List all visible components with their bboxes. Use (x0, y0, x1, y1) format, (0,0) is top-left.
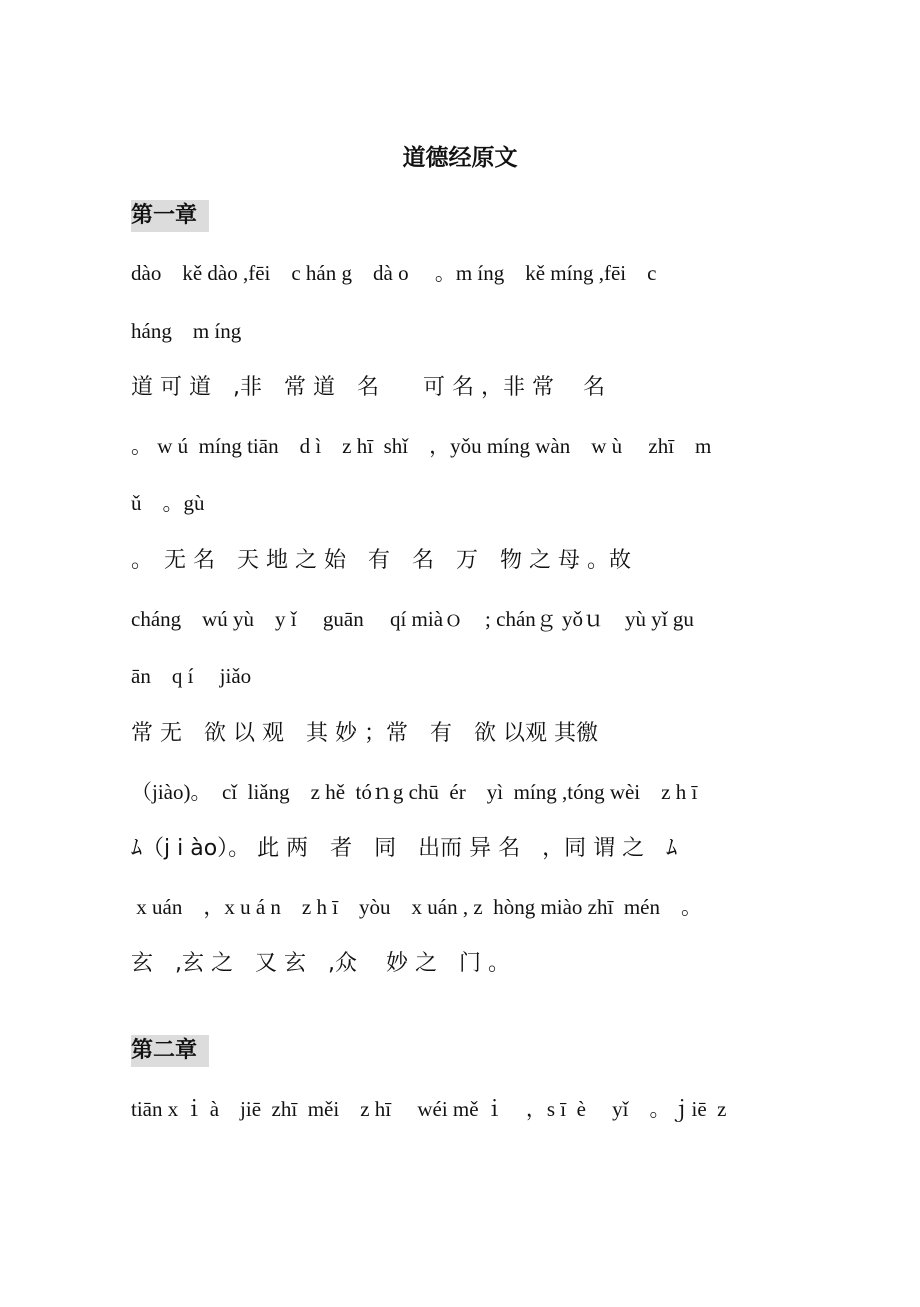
hanzi-line: 。 无 名 天 地 之 始 有 名 万 物 之 母 。故 (131, 548, 631, 573)
pinyin-line: cháng wú yù y ǐ guān qí miàｏ ; chánｇ yǒｕ yù yǐ gu (131, 607, 694, 631)
hanzi-line: ﾑ（j i ào）。 此 两 者 同 出而 异 名 ，同 谓 之 ﾑ (131, 836, 678, 861)
chapter-heading-2: 第二章 (131, 1035, 209, 1067)
hanzi-line: 常 无 欲 以 观 其 妙 ；常 有 欲 以观 其徼 (131, 721, 598, 746)
pinyin-line: x uán ，x u á n z h ī yòu x uán , z hòng miào zhī mén 。 (131, 895, 702, 919)
document-title: 道德经原文 (402, 145, 518, 171)
hanzi-line: 玄 ,玄 之 又 玄 ,众 妙 之 门 。 (131, 951, 510, 976)
pinyin-line: dào kě dào ,fēi c hán g dà o 。m íng kě míng ,fēi c (131, 261, 657, 285)
pinyin-line: ān q í jiǎo (131, 664, 252, 688)
pinyin-line: （jiào)。 cǐ liǎng z hě tóｎg chū ér yì míng ,tóng wèi z h ī (131, 780, 698, 804)
chapter-heading-1: 第一章 (131, 200, 209, 232)
pinyin-line: 。 w ú míng tiān d ì z hī shǐ ，yǒu míng wàn w ù zhī m (131, 434, 712, 458)
pinyin-line: háng m íng (131, 319, 242, 343)
hanzi-line: 道 可 道 ,非 常 道 名 可 名 ，非 常 名 (131, 375, 605, 400)
pinyin-line: tiān x ｉ à jiē zhī měi z hī wéi mě ｉ ，s ī è yǐ 。ｊiē z (131, 1097, 727, 1121)
pinyin-line: ǔ 。gù (131, 491, 205, 515)
